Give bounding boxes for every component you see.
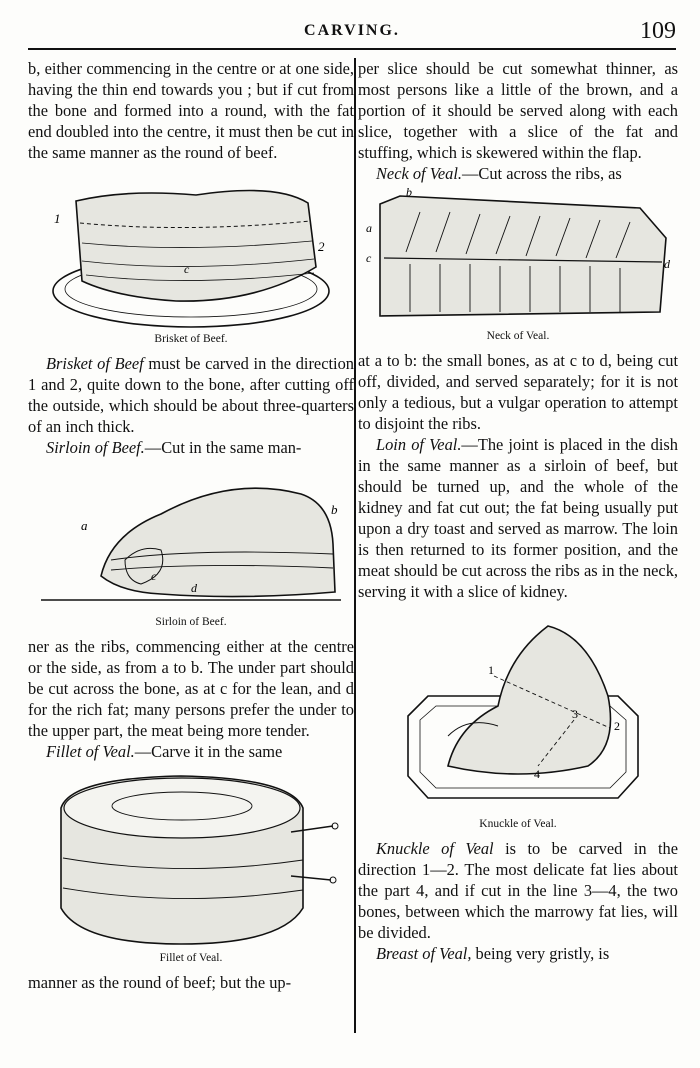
knuckle-illustration bbox=[388, 616, 648, 816]
page-header bbox=[28, 18, 676, 50]
paragraph bbox=[28, 741, 354, 762]
figure-label: c bbox=[184, 262, 190, 276]
figure-label: 2 bbox=[614, 719, 620, 733]
paragraph: b, either commencing in the centre or at one side, having the thin end towards you ; but if cut from the bone and formed into a round, with the fat end doubled into the centre, it must then be cut in the same manner as the round of beef. bbox=[28, 59, 354, 162]
run-in-title: Knuckle of Veal bbox=[376, 839, 494, 858]
figure-knuckle-of-veal bbox=[358, 616, 678, 830]
figure-caption: Knuckle of Veal. bbox=[479, 818, 557, 830]
paragraph bbox=[358, 943, 678, 964]
run-in-title: Brisket of Beef bbox=[46, 354, 144, 373]
figure-caption: Fillet of Veal. bbox=[159, 952, 223, 964]
figure-caption: Neck of Veal. bbox=[486, 330, 550, 342]
figure-label: c bbox=[366, 251, 372, 265]
paragraph-text: —Cut across the ribs, as bbox=[462, 164, 622, 183]
figure-caption: Sirloin of Beef. bbox=[155, 616, 227, 628]
sirloin-illustration bbox=[41, 464, 341, 614]
run-in-title: Neck of Veal. bbox=[376, 164, 463, 183]
paragraph-text: being very gristly, is bbox=[471, 944, 610, 963]
run-in-title: Breast of Veal, bbox=[376, 944, 472, 963]
figure-label: 2 bbox=[318, 239, 325, 254]
paragraph-text: must be carved in the direction 1 and 2, quite down to the bone, after cutting off the outside, which should be about three-quarters of an inch thick. bbox=[28, 354, 354, 436]
paragraph-text: —The joint is placed in the dish in the same manner as a sirloin of beef, but should be turned up, and the whole of the kidney and fat cut out; the fat being usually put upon a dry toast and served as marrow. The loin is then returned to its former position, and the meat should be cut across the ribs as in the neck, serving it with a slice of kidney. bbox=[358, 435, 679, 601]
page-number: 109 bbox=[640, 18, 676, 44]
neck-illustration bbox=[360, 188, 676, 328]
figure-label: 1 bbox=[54, 211, 61, 226]
paragraph bbox=[358, 163, 678, 184]
run-in-title: Fillet of Veal. bbox=[46, 742, 135, 761]
column-divider bbox=[354, 58, 356, 1033]
paragraph: per slice should be cut somewhat thinner, as most persons like a little of the brown, and a portion of it should be served along with each slice, together with a slice of the fat and stuffing, which is skewered within the flap. bbox=[358, 59, 678, 162]
figure-label: b bbox=[406, 188, 412, 199]
figure-label: d bbox=[664, 257, 670, 271]
figure-label: a bbox=[366, 221, 372, 235]
paragraph: at a to b: the small bones, as at c to d, being cut off, divided, and served separately; for it is not only a tedious, but a vulgar operation to attempt to disjoint the ribs. bbox=[358, 351, 678, 433]
running-title: CARVING. bbox=[304, 22, 400, 39]
figure-neck-of-veal bbox=[358, 188, 678, 342]
figure-label: 1 bbox=[488, 663, 494, 677]
brisket-illustration bbox=[46, 181, 336, 331]
paragraph bbox=[358, 434, 678, 602]
figure-label: b bbox=[331, 502, 338, 517]
right-column bbox=[358, 58, 678, 964]
figure-label: c bbox=[151, 569, 157, 583]
paragraph bbox=[28, 437, 354, 458]
paragraph-text: is to be carved in the direction 1—2. The most delicate fat lies about the part 4, and if cut in the line 3—4, the two bones, between which the marrowy fat lies, will be divided. bbox=[358, 839, 678, 942]
paragraph-text: —Cut in the same man- bbox=[144, 438, 302, 457]
figure-sirloin-of-beef bbox=[28, 464, 354, 628]
run-in-title: Loin of Veal. bbox=[376, 435, 462, 454]
figure-fillet-of-veal bbox=[28, 768, 354, 964]
figure-label: 4 bbox=[534, 767, 540, 781]
fillet-illustration bbox=[41, 768, 341, 950]
paragraph bbox=[358, 838, 678, 943]
figure-label: 3 bbox=[572, 707, 578, 721]
figure-label: d bbox=[191, 581, 197, 595]
left-column bbox=[28, 58, 354, 993]
figure-brisket-of-beef bbox=[28, 181, 354, 345]
paragraph: ner as the ribs, commencing either at the centre or the side, as from a to b. The under part should be cut across the bone, as at c for the lean, and d for the rich fat; many persons prefer the under to the upper part, the meat being more tender. bbox=[28, 637, 354, 740]
run-in-title: Sirloin of Beef. bbox=[46, 438, 145, 457]
paragraph: manner as the round of beef; but the up- bbox=[28, 973, 292, 992]
figure-caption: Brisket of Beef. bbox=[154, 333, 228, 345]
figure-label: a bbox=[81, 518, 88, 533]
paragraph-text: —Carve it in the same bbox=[134, 742, 283, 761]
paragraph bbox=[28, 353, 354, 437]
